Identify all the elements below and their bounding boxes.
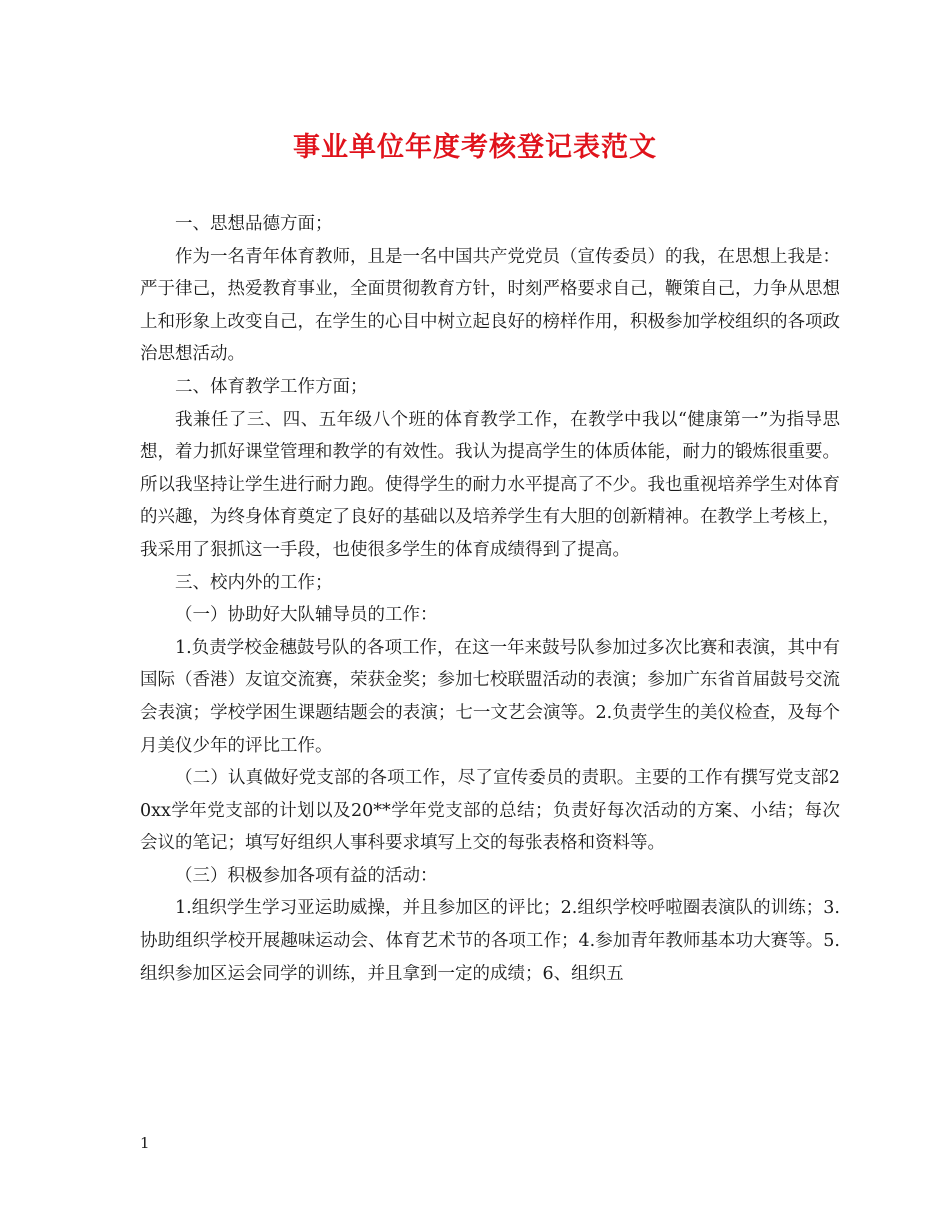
paragraph-ideology: 作为一名青年体育教师，且是一名中国共产党党员（宣传委员）的我，在思想上我是：严于律己，热爱教育事业，全面贯彻教育方针，时刻严格要求自己，鞭策自己，力争从思想上和形象上改变自己，在学生的心目中树立起良好的榜样作用，积极参加学校组织的各项政治思想活动。 (140, 246, 840, 365)
paragraph-activities: 1.组织学生学习亚运助威操，并且参加区的评比；2.组织学校呼啦圈表演队的训练；3.协助组织学校开展趣味运动会、体育艺术节的各项工作；4.参加青年教师基本功大赛等。5.组织参加区运会同学的训练，并且拿到一定的成绩；6、组织五 (140, 898, 840, 984)
paragraph-teaching: 我兼任了三、四、五年级八个班的体育教学工作，在教学中我以“健康第一”为指导思想，着力抓好课堂管理和教学的有效性。我认为提高学生的体质体能，耐力的锻炼很重要。所以我坚持让学生进行耐力跑。使得学生的耐力水平提高了不少。我也重视培养学生对体育的兴趣，为终身体育奠定了良好的基础以及培养学生有大胆的创新精神。在教学上考核上，我采用了狠抓这一手段，也使很多学生的体育成绩得到了提高。 (140, 409, 840, 560)
subsection-heading-activities: （三）积极参加各项有益的活动： (175, 865, 438, 886)
section-heading-ideology: 一、思想品德方面； (175, 214, 333, 234)
subsection-heading-assist: （一）协助好大队辅导员的工作： (175, 605, 438, 626)
section-heading-teaching: 二、体育教学工作方面； (175, 376, 368, 397)
document-title: 事业单位年度考核登记表范文 (293, 132, 657, 163)
section-heading-school-work: 三、校内外的工作； (175, 572, 333, 593)
page-number: 1 (140, 1134, 150, 1152)
paragraph-assist: 1.负责学校金穗鼓号队的各项工作，在这一年来鼓号队参加过多次比赛和表演，其中有国际（香港）友谊交流赛，荣获金奖；参加七校联盟活动的表演；参加广东省首届鼓号交流会表演；学校学困生课题结题会的表演；七一文艺会演等。2.负责学生的美仪检查，及每个月美仪少年的评比工作。 (140, 637, 840, 756)
document-body (140, 208, 840, 990)
paragraph-party-branch: （二）认真做好党支部的各项工作，尽了宣传委员的责职。主要的工作有撰写党支部20xx学年党支部的计划以及20**学年党支部的总结；负责好每次活动的方案、小结；每次会议的笔记；填写好组织人事科要求填写上交的每张表格和资料等。 (140, 768, 840, 854)
